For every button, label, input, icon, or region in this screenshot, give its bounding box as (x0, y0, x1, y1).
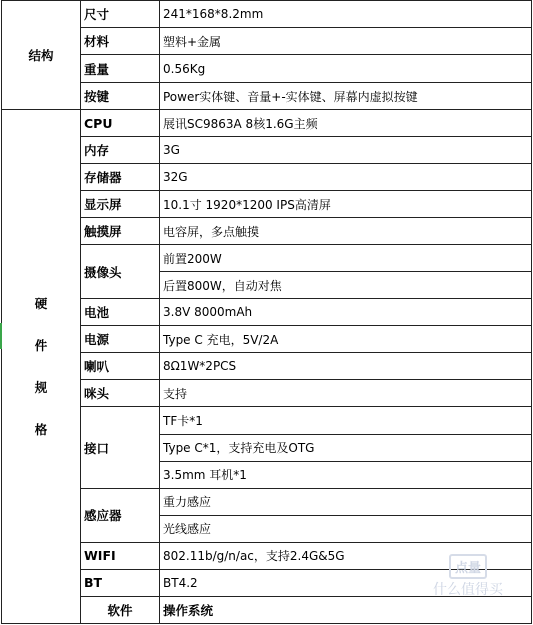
section-hardware-char: 规 (34, 379, 48, 395)
selection-marker (0, 323, 2, 349)
label-ports: 接口 (81, 407, 160, 488)
section-software: 软件 (81, 596, 160, 623)
label-mic: 咪头 (81, 380, 160, 407)
label-power: 电源 (81, 326, 160, 353)
spec-row-sensors (2, 488, 532, 515)
section-hardware (2, 110, 81, 624)
label-bt: BT (81, 569, 160, 596)
label-display: 显示屏 (81, 191, 160, 218)
label-touch: 触摸屏 (81, 218, 160, 245)
value-speaker: 8Ω1W*2PCS (160, 353, 532, 380)
spec-row-speaker (2, 353, 532, 380)
label-keys: 按键 (81, 83, 160, 110)
value-battery: 3.8V 8000mAh (160, 299, 532, 326)
spec-row-battery (2, 299, 532, 326)
label-os: 操作系统 (160, 596, 532, 623)
value-storage: 32G (160, 164, 532, 191)
label-cpu: CPU (81, 110, 160, 137)
value-cpu: 展讯SC9863A 8核1.6G主频 (160, 110, 532, 137)
spec-row-os (2, 596, 532, 623)
spec-row-size (2, 1, 532, 28)
section-hardware-char: 硬 (34, 295, 48, 311)
label-camera: 摄像头 (81, 245, 160, 299)
spec-row-touch (2, 218, 532, 245)
value-memory: 3G (160, 137, 532, 164)
section-hardware-char: 格 (34, 421, 48, 437)
section-structure: 结构 (2, 1, 81, 110)
value-sensor-gravity: 重力感应 (160, 488, 532, 515)
label-sensors: 感应器 (81, 488, 160, 542)
label-memory: 内存 (81, 137, 160, 164)
watermark-logo: 点量 (449, 554, 487, 579)
spec-row-keys (2, 83, 532, 110)
value-camera-rear: 后置800W，自动对焦 (160, 272, 532, 299)
label-storage: 存储器 (81, 164, 160, 191)
value-keys: Power实体键、音量+-实体键、屏幕内虚拟按键 (160, 83, 532, 110)
value-power: Type C 充电，5V/2A (160, 326, 532, 353)
spec-row-cpu (2, 110, 532, 137)
value-weight: 0.56Kg (160, 55, 532, 83)
section-hardware-char: 件 (34, 337, 48, 353)
spec-row-power (2, 326, 532, 353)
spec-row-ports (2, 407, 532, 434)
spec-row-weight (2, 55, 532, 83)
value-mic: 支持 (160, 380, 532, 407)
label-weight: 重量 (81, 55, 160, 83)
value-display: 10.1寸 1920*1200 IPS高清屏 (160, 191, 532, 218)
spec-row-mic (2, 380, 532, 407)
value-sensor-light: 光线感应 (160, 515, 532, 542)
label-speaker: 喇叭 (81, 353, 160, 380)
spec-row-camera (2, 245, 532, 272)
spec-row-storage (2, 164, 532, 191)
spec-row-memory (2, 137, 532, 164)
value-touch: 电容屏，多点触摸 (160, 218, 532, 245)
value-port-audio: 3.5mm 耳机*1 (160, 461, 532, 488)
spec-row-material (2, 28, 532, 55)
value-port-tf: TF卡*1 (160, 407, 532, 434)
spec-row-display (2, 191, 532, 218)
value-port-typec: Type C*1，支持充电及OTG (160, 434, 532, 461)
watermark-text: 什么值得买 (433, 582, 503, 598)
label-size: 尺寸 (81, 1, 160, 28)
value-material: 塑料+金属 (160, 28, 532, 55)
value-wifi: 802.11b/g/n/ac，支持2.4G&5G (160, 542, 532, 569)
label-material: 材料 (81, 28, 160, 55)
watermark (433, 554, 503, 599)
label-wifi: WIFI (81, 542, 160, 569)
spec-table (1, 0, 532, 624)
value-size: 241*168*8.2mm (160, 1, 532, 28)
value-bt: BT4.2 (160, 569, 532, 596)
value-camera-front: 前置200W (160, 245, 532, 272)
label-battery: 电池 (81, 299, 160, 326)
